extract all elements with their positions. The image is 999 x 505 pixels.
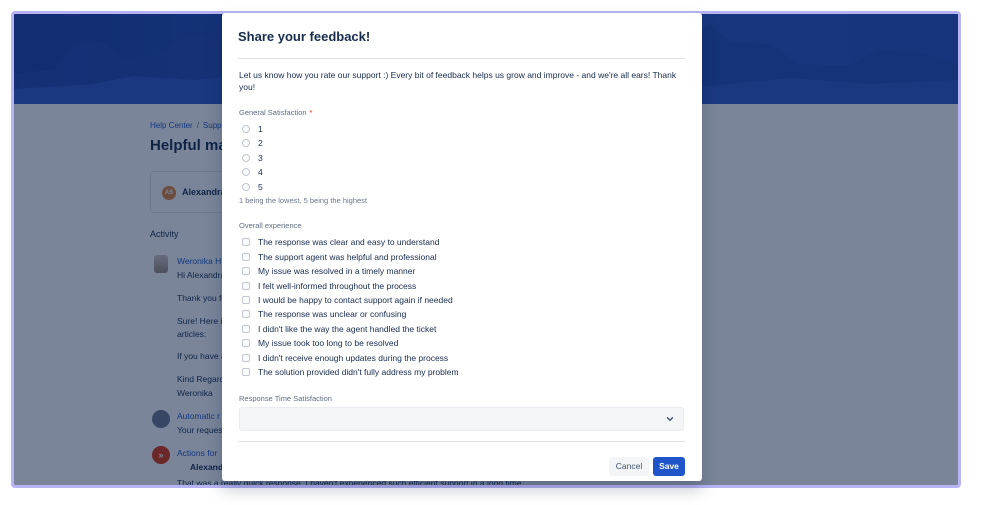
checkbox[interactable]: [242, 238, 250, 246]
experience-option-label: The solution provided didn't fully address my problem: [258, 367, 459, 377]
experience-option-label: My issue took too long to be resolved: [258, 338, 399, 348]
experience-option-label: I felt well-informed throughout the process: [258, 281, 417, 291]
overall-experience-label: Overall experience: [239, 221, 302, 230]
response-time-label: Response Time Satisfaction: [239, 394, 332, 403]
radio-button[interactable]: [242, 168, 250, 176]
cancel-button[interactable]: Cancel: [609, 457, 649, 476]
experience-option-4[interactable]: [242, 280, 416, 292]
response-time-select[interactable]: [239, 407, 684, 431]
experience-option-7[interactable]: [242, 323, 436, 335]
experience-option-9[interactable]: [242, 352, 448, 364]
rating-option-label: 4: [258, 167, 263, 177]
experience-option-6[interactable]: [242, 308, 406, 320]
checkbox[interactable]: [242, 339, 250, 347]
checkbox[interactable]: [242, 325, 250, 333]
rating-option-label: 3: [258, 153, 263, 163]
modal-title: Share your feedback!: [238, 29, 371, 44]
rating-option-3[interactable]: [242, 152, 263, 164]
modal-intro: Let us know how you rate our support :) Every bit of feedback helps us grow and improve - and we're all ears! Thank you!: [239, 70, 677, 92]
experience-option-1[interactable]: [242, 236, 439, 248]
checkbox[interactable]: [242, 296, 250, 304]
general-satisfaction-label: [239, 108, 312, 117]
checkbox[interactable]: [242, 310, 250, 318]
experience-option-label: The response was clear and easy to understand: [258, 237, 440, 247]
rating-option-label: 5: [258, 182, 263, 192]
experience-option-label: I would be happy to contact support again if needed: [258, 295, 453, 305]
footer-divider: [238, 441, 685, 442]
checkbox[interactable]: [242, 267, 250, 275]
rating-option-5[interactable]: [242, 181, 263, 193]
radio-button[interactable]: [242, 125, 250, 133]
radio-button[interactable]: [242, 139, 250, 147]
experience-option-label: I didn't receive enough updates during the process: [258, 353, 449, 363]
rating-option-4[interactable]: [242, 166, 263, 178]
experience-option-5[interactable]: [242, 294, 453, 306]
checkbox[interactable]: [242, 253, 250, 261]
rating-option-label: 2: [258, 138, 263, 148]
experience-option-10[interactable]: [242, 366, 459, 378]
rating-hint: 1 being the lowest, 5 being the highest: [239, 196, 368, 205]
experience-option-3[interactable]: [242, 265, 415, 277]
checkbox[interactable]: [242, 282, 250, 290]
experience-option-label: The response was unclear or confusing: [258, 309, 407, 319]
experience-option-8[interactable]: [242, 337, 398, 349]
required-asterisk: *: [309, 108, 313, 117]
experience-option-2[interactable]: [242, 251, 437, 263]
experience-option-label: My issue was resolved in a timely manner: [258, 266, 416, 276]
radio-button[interactable]: [242, 154, 250, 162]
radio-button[interactable]: [242, 183, 250, 191]
rating-option-1[interactable]: [242, 123, 263, 135]
save-button[interactable]: Save: [653, 457, 685, 476]
experience-option-label: The support agent was helpful and professional: [258, 252, 437, 262]
experience-option-label: I didn't like the way the agent handled the ticket: [258, 324, 437, 334]
checkbox[interactable]: [242, 368, 250, 376]
rating-option-2[interactable]: [242, 137, 263, 149]
checkbox[interactable]: [242, 354, 250, 362]
header-divider: [238, 58, 685, 59]
rating-option-label: 1: [258, 124, 263, 134]
chevron-down-icon: [665, 414, 675, 424]
feedback-modal: [222, 13, 702, 481]
general-satisfaction-label-text: General Satisfaction: [239, 108, 307, 117]
